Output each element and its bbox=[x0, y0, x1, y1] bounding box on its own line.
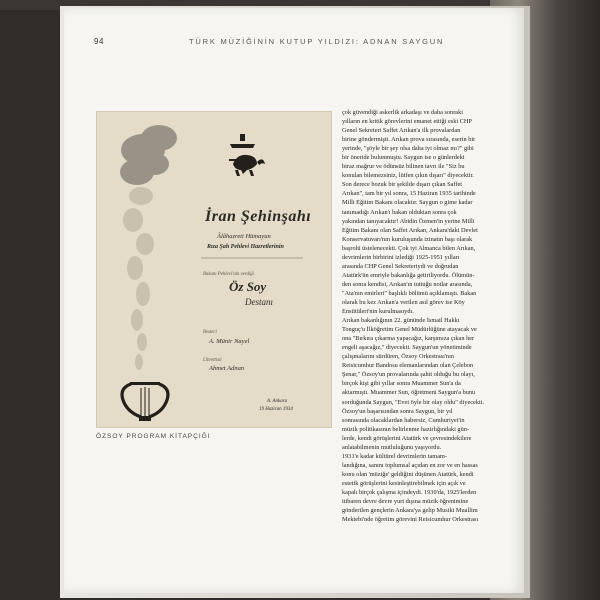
running-title: TÜRK MÜZİĞİNİN KUTUP YILDIZI: ADNAN SAYGUN bbox=[189, 37, 445, 46]
body-text-line: birine göndermişti. Arıkan prova sırasında, eserin bir bbox=[342, 136, 476, 144]
body-text-line: Özsoy'un başarısından sonra Saygun, bir yıl bbox=[342, 407, 453, 415]
body-text-line: biraz mağrur ve ödünsüz bilinen tavrı ile "Siz bu bbox=[342, 163, 465, 171]
cover-name-1: A. Münir Nayel bbox=[209, 338, 250, 345]
body-text-line: "Ata'nın emirleri" başlıklı bölümü açıklamıştı. Bakan bbox=[342, 289, 477, 297]
cover-note-1: Bakanı Pehlevi'nin verdiği bbox=[203, 272, 254, 277]
cover-title: İran Şehinşahı bbox=[205, 208, 312, 225]
body-text-line: estetik görüşlerini kesinleştirebilmek için açık ve bbox=[342, 479, 466, 487]
body-text-line: konu olan 'müziğe' geldiğini düşünen Atatürk, kendi bbox=[342, 470, 474, 478]
body-text-line: landığına, sanını toplumsal açıdan en zor ve en hassas bbox=[342, 461, 478, 469]
smoke-wisps-icon bbox=[123, 187, 154, 370]
body-text-line: den sonra kendisi, Arıkan'ın tuttuğu notlar arasında, bbox=[342, 280, 473, 288]
body-text-line: itibaren devre devre yurt dışına müzik öğrenimine bbox=[342, 498, 469, 506]
body-text-line: bir öneride bulunmuştu. Saygun ise o günlerdeki bbox=[342, 154, 465, 162]
body-text-line: lerde, kendi görüşlerini Atatürk ve çevresindekilere bbox=[342, 434, 472, 442]
body-text-line: ona "Bırkıra çıkarma yapacağız, karşımıza çıkan her bbox=[342, 335, 475, 343]
lyre-bar-icon bbox=[130, 382, 160, 385]
body-text-line: Arıkan bakanlığının 22. gününde İsmail Hakkı bbox=[342, 317, 460, 325]
body-text-line: tanımadığı Arıkan'ı bakan olduktan sonra çok bbox=[342, 208, 457, 216]
cover-date: 19 Haziran 1934 bbox=[259, 407, 293, 412]
lyre-base-icon bbox=[139, 416, 151, 421]
body-text-line: Mektebi'nde öğretim görevini Reisicumhur Orkestrası bbox=[342, 516, 479, 524]
body-text-line: Genel Sekreteri Saffet Arıkan'a ilk provalardan bbox=[342, 127, 461, 135]
cover-note-2: Besteci bbox=[203, 330, 217, 335]
lion-emblem-icon bbox=[229, 134, 265, 176]
body-text-line: Konservatuvarı'nın kuruluşunda izinatın başı olarak bbox=[342, 235, 473, 243]
body-text-line: çalışmalarını sürdüren, Özsoy Orkestrası'nın bbox=[342, 353, 455, 361]
body-text-line: yerinde, "şöyle bir şey olsa daha iyi olmaz mı?" gibi bbox=[342, 145, 474, 153]
body-text-line: Enstitüleri'nin kurulmasıydı. bbox=[342, 308, 414, 316]
cover-place: A. Ankara bbox=[267, 399, 288, 404]
body-text-line: anlatabilmenin mutluluğunu yaşıyordu. bbox=[342, 443, 442, 451]
body-text-line: arasında CHP Genel Sekreteriydi ve doğrudan bbox=[342, 262, 459, 270]
body-text-line: Şenar," Özsoy'un provalarında şahit olduğu bu olayı, bbox=[342, 371, 475, 379]
body-text-line: gönderilen gençlerin Ankara'ya gelip Musiki Muallim bbox=[342, 507, 478, 515]
body-text-line: Milli Eğitim Bakanı olacaktır. Saygun o gime kadar bbox=[342, 199, 473, 207]
page-number: 94 bbox=[94, 37, 105, 46]
body-text-line: Reisicumhur Bandosu elemanlarından olan Çelebon bbox=[342, 362, 474, 370]
body-text-line: engeli aşacağız," diyecekti. Saygun'un yönetiminde bbox=[342, 344, 472, 352]
program-booklet-image bbox=[96, 111, 332, 428]
body-text-line: devrimlerin birbirini izlediği 1925-1951 yılları bbox=[342, 253, 460, 261]
body-text-line: sorduğunda Saygun, "Evet öyle bir olay oldu" diyecekti. bbox=[342, 398, 485, 406]
body-text-line: konulan bilemezsiniz, lütfen çıkın dışarı" diyecektir. bbox=[342, 172, 474, 180]
body-text-line: aktarmıştı. Muammer Sun, öğretmeni Saygun'a bunu bbox=[342, 389, 476, 397]
body-text-line: 1931'e kadar kültürel devrimlerin tamam- bbox=[342, 452, 447, 460]
cover-note-3: Librettisti bbox=[203, 358, 222, 363]
cover-work-title: Öz Soy bbox=[229, 279, 267, 294]
body-text-line: Eğitim Bakanı olan Saffet Arıkan, Ankara'daki Devlet bbox=[342, 226, 478, 234]
body-text-line: Arıkan", tam bir yıl sonra, 15 Haziran 1935 tarihinde bbox=[342, 190, 476, 198]
body-text-line: birçok kişi gibi yıllar sonra Muammer Sun'a da bbox=[342, 380, 461, 388]
body-text-line: olarak bu kez Arıkan'a verilen asıl görev ise Köy bbox=[342, 298, 465, 306]
figure-caption: ÖZSOY PROGRAM KİTAPÇIĞI bbox=[96, 433, 211, 440]
body-text-line: Atatürk'ün emriyle bakanlığa getiriliyordu. Ölümün- bbox=[342, 271, 475, 279]
cover-name-2: Ahmet Adnan bbox=[209, 365, 245, 372]
body-text-line: kapalı birçok çalışma içindeydi. 1930'da, 1925'lerden bbox=[342, 488, 477, 496]
cover-work-subtitle: Destanı bbox=[245, 297, 273, 307]
cover-subtitle-1: Âlâhazreti Hümayun bbox=[217, 233, 271, 240]
body-text-line: sonrasında olacaklardan habersiz, Cumhuriyet'in bbox=[342, 416, 465, 424]
smoke-plume-icon bbox=[120, 125, 177, 185]
body-text-line: yakından tanıyacaktır! Abidin Özmen'in yerine Milli bbox=[342, 217, 475, 225]
body-text-line: yılların en kritik görevlerini emanet ettiği eski CHP bbox=[342, 118, 472, 126]
booklet-illustration bbox=[97, 112, 332, 428]
body-text-line: Son derece bozuk bir şekilde dışarı çıkan Saffet bbox=[342, 181, 463, 189]
lyre-strings-icon bbox=[141, 387, 149, 417]
body-text-line: müzik politikasının belirlenme hazirlığındaki gün- bbox=[342, 425, 469, 433]
body-text-column bbox=[342, 108, 506, 524]
body-text-line: Tonguç'u İlköğretim Genel Müdürlüğüne atayacak ve bbox=[342, 326, 477, 334]
body-text-line: başrolü üstelenecekti. Çok iyi Almanca bilen Arıkan, bbox=[342, 244, 476, 252]
body-text-line: çok güvendiği askerlik arkadaşı ve daha sonraki bbox=[342, 109, 463, 116]
book-page bbox=[64, 8, 524, 593]
cover-subtitle-2: Rıza Şah Pehlevi Hazretlerinin bbox=[207, 244, 284, 250]
